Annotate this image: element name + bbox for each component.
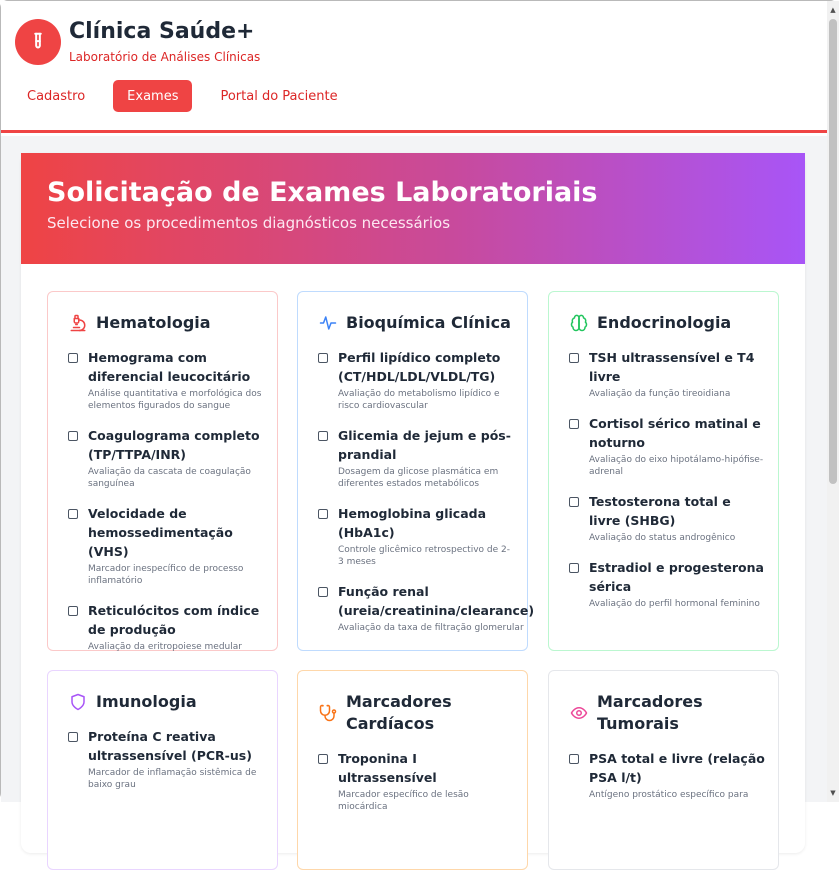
exam-item	[68, 426, 265, 490]
microscope-icon	[68, 313, 88, 333]
exam-checkbox[interactable]	[68, 509, 78, 519]
scroll-down-arrow-icon[interactable]: ▼	[830, 789, 836, 797]
exam-name: Troponina I ultrassensível	[338, 751, 437, 785]
category-title: Endocrinologia	[597, 313, 732, 332]
exam-description: Avaliação do perfil hormonal feminino	[589, 599, 760, 609]
exam-item	[569, 348, 766, 400]
exam-checkbox[interactable]	[318, 353, 328, 363]
brain-icon	[569, 313, 589, 333]
brand-subtitle: Laboratório de Análises Clínicas	[69, 50, 261, 64]
exam-name: Reticulócitos com índice de produção	[88, 603, 260, 637]
exam-item	[569, 558, 766, 610]
exam-name: Proteína C reativa ultrassensível (PCR-us)	[88, 729, 252, 763]
exam-description: Avaliação da eritropoiese medular	[88, 642, 242, 652]
exam-description: Marcador específico de lesão miocárdica	[338, 790, 469, 812]
exam-item	[569, 749, 766, 801]
exam-item	[68, 727, 265, 791]
exam-item	[569, 414, 766, 478]
shield-icon	[68, 692, 88, 712]
card-banner	[21, 153, 805, 264]
category-endocrinologia	[548, 291, 779, 651]
exam-description: Avaliação do status androgênico	[589, 533, 736, 543]
exam-item	[318, 426, 515, 490]
exam-checkbox[interactable]	[68, 353, 78, 363]
exam-checkbox[interactable]	[318, 431, 328, 441]
exam-item	[68, 504, 265, 587]
exam-description: Avaliação do eixo hipotálamo-hipófise-adrenal	[589, 455, 764, 477]
exam-description: Antígeno prostático específico para	[589, 790, 749, 800]
exam-checkbox[interactable]	[68, 431, 78, 441]
page-subtitle: Selecione os procedimentos diagnósticos necessários	[47, 214, 451, 232]
exam-checkbox[interactable]	[569, 419, 579, 429]
brand-title: Clínica Saúde+	[69, 19, 255, 44]
category-imunologia	[47, 670, 278, 870]
exam-checkbox[interactable]	[318, 509, 328, 519]
exam-checkbox[interactable]	[68, 732, 78, 742]
exam-checkbox[interactable]	[569, 563, 579, 573]
exam-checkbox[interactable]	[569, 353, 579, 363]
page-title: Solicitação de Exames Laboratoriais	[47, 177, 598, 208]
exam-name: Estradiol e progesterona sérica	[589, 560, 764, 594]
exam-request-card	[21, 153, 805, 853]
category-marcadores-tumorais	[548, 670, 779, 870]
main-nav	[13, 80, 352, 112]
nav-item-cadastro[interactable]: Cadastro	[27, 88, 86, 104]
exam-item	[318, 749, 515, 813]
stethoscope-icon	[318, 703, 338, 723]
category-title: Bioquímica Clínica	[346, 313, 511, 332]
test-tube-icon	[27, 31, 49, 53]
exam-checkbox[interactable]	[569, 497, 579, 507]
exam-name: Velocidade de hemossedimentação (VHS)	[88, 506, 233, 559]
category-marcadores-cardiacos	[297, 670, 528, 870]
exam-checkbox[interactable]	[68, 606, 78, 616]
activity-icon	[318, 313, 338, 333]
logo	[15, 19, 61, 65]
exam-name: Perfil lipídico completo (CT/HDL/LDL/VLDL/TG)	[338, 350, 501, 384]
site-header	[1, 1, 827, 133]
category-bioquimica-clinica	[297, 291, 535, 651]
scroll-up-arrow-icon[interactable]: ▲	[830, 6, 836, 14]
nav-item-exames[interactable]: Exames	[113, 80, 192, 112]
exam-checkbox[interactable]	[569, 754, 579, 764]
exam-description: Avaliação da taxa de filtração glomerular	[338, 623, 524, 633]
exam-description: Marcador inespecífico de processo inflamatório	[88, 564, 244, 586]
exam-name: PSA total e livre (relação PSA l/t)	[589, 751, 765, 785]
exam-item	[68, 601, 265, 653]
exam-item	[318, 504, 515, 568]
exam-description: Avaliação do metabolismo lipídico e risco cardiovascular	[338, 389, 500, 411]
exam-checkbox[interactable]	[318, 754, 328, 764]
exam-name: Testosterona total e livre (SHBG)	[589, 494, 731, 528]
category-title: Marcadores Cardíacos	[346, 692, 452, 733]
category-title: Imunologia	[96, 692, 197, 711]
exam-name: Glicemia de jejum e pós-prandial	[338, 428, 511, 462]
exam-description: Marcador de inflamação sistêmica de baixo grau	[88, 768, 257, 790]
eye-icon	[569, 703, 589, 723]
exam-name: TSH ultrassensível e T4 livre	[589, 350, 755, 384]
exam-item	[569, 492, 766, 544]
exam-name: Cortisol sérico matinal e noturno	[589, 416, 761, 450]
exam-name: Hemograma com diferencial leucocitário	[88, 350, 251, 384]
exam-name: Hemoglobina glicada (HbA1c)	[338, 506, 487, 540]
exam-item	[318, 348, 515, 412]
category-title: Hematologia	[96, 313, 211, 332]
exam-description: Análise quantitativa e morfológica dos elementos figurados do sangue	[88, 389, 262, 411]
nav-item-portal-do-paciente[interactable]: Portal do Paciente	[220, 88, 338, 104]
vertical-scrollbar[interactable]	[827, 1, 839, 802]
exam-description: Controle glicêmico retrospectivo de 2-3 meses	[338, 545, 510, 567]
exam-checkbox[interactable]	[318, 587, 328, 597]
category-title: Marcadores Tumorais	[597, 692, 703, 733]
exam-name: Coagulograma completo (TP/TTPA/INR)	[88, 428, 260, 462]
exam-description: Dosagem da glicose plasmática em diferentes estados metabólicos	[338, 467, 499, 489]
main-content	[1, 136, 827, 812]
exam-item	[318, 582, 535, 634]
exam-name: Função renal (ureia/creatinina/clearance)	[338, 584, 535, 618]
category-hematologia	[47, 291, 278, 651]
exam-item	[68, 348, 265, 412]
exam-description: Avaliação da função tireoidiana	[589, 389, 731, 399]
scrollbar-thumb[interactable]	[829, 19, 837, 484]
exam-description: Avaliação da cascata de coagulação sanguínea	[88, 467, 251, 489]
